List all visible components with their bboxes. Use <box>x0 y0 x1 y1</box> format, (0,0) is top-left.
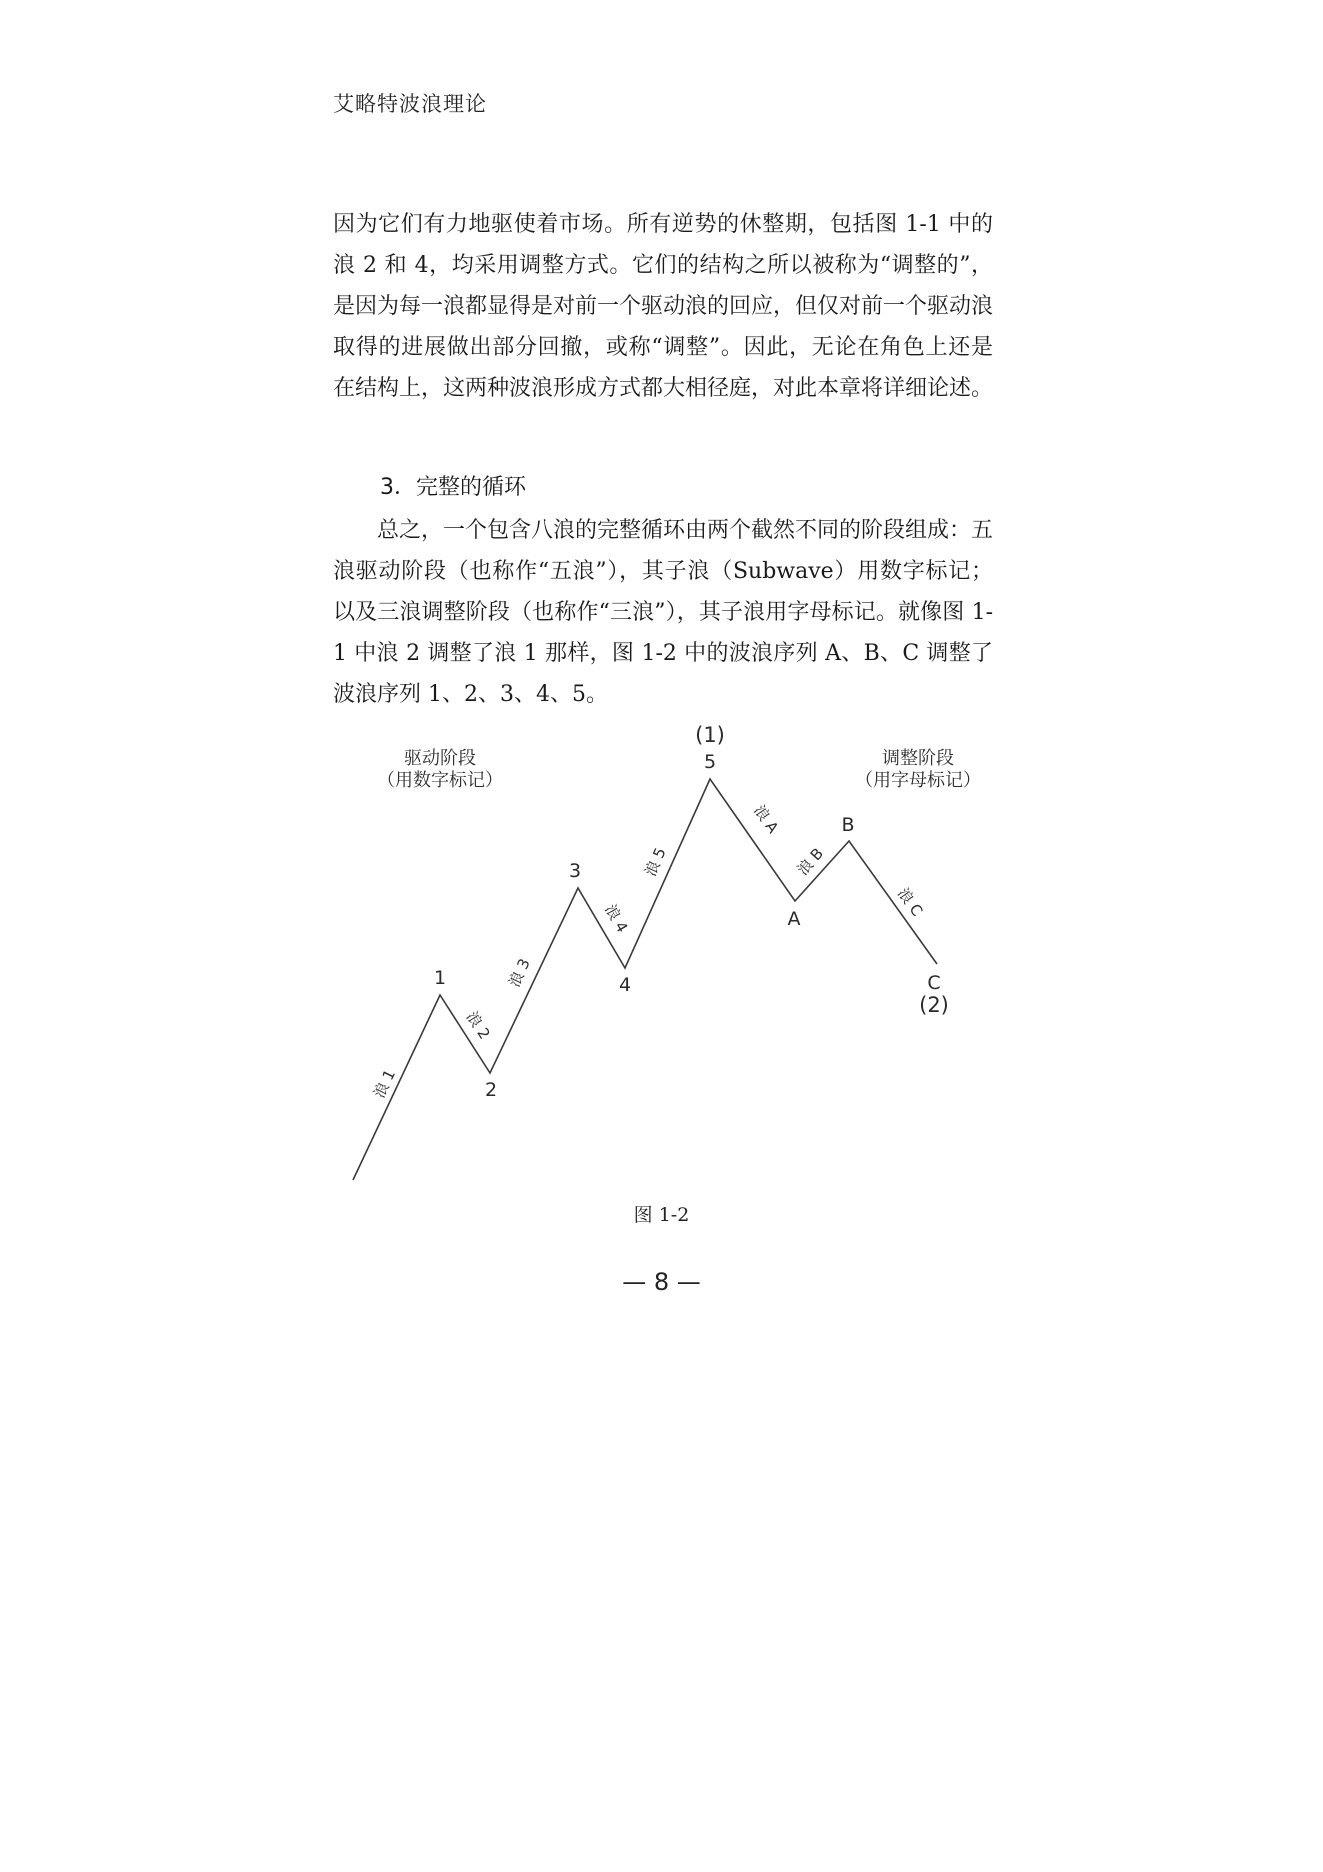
running-header-title: 艾略特波浪理论 <box>333 92 487 116</box>
point-label-2: 2 <box>484 1079 498 1101</box>
point-label-C: C <box>927 972 941 994</box>
corrective-phase-title: 调整阶段 <box>882 748 954 769</box>
wave-label-C: 浪 C <box>893 884 927 920</box>
motive-phase-title: 驱动阶段 <box>404 748 476 769</box>
elliott-wave-diagram <box>333 718 1013 1190</box>
point-label-C-degree: (2) <box>919 993 949 1017</box>
wave-label-A: 浪 A <box>750 801 783 837</box>
point-label-A: A <box>787 908 801 930</box>
motive-phase-subtitle: （用数字标记） <box>377 770 503 791</box>
wave-label-B: 浪 B <box>793 844 828 879</box>
body-paragraph-2: 总之，一个包含八浪的完整循环由两个截然不同的阶段组成：五浪驱动阶段（也称作“五浪”），其子浪（Subwave）用数字标记；以及三浪调整阶段（也称作“三浪”），其子浪用字母标记。就像图 1-1 中浪 2 调整了浪 1 那样，图 1-2 中的波浪序列 A、B、C 调整了波浪序列 1、2、3、4、5。 <box>333 518 994 707</box>
point-label-4: 4 <box>618 974 632 996</box>
page-number: — 8 — <box>622 1268 701 1296</box>
wave-label-5: 浪 5 <box>641 844 670 880</box>
point-label-B: B <box>841 814 855 836</box>
corrective-phase-subtitle: （用字母标记） <box>855 770 981 791</box>
wave-label-2: 浪 2 <box>462 1008 494 1043</box>
point-label-5-degree: (1) <box>695 723 725 747</box>
point-label-1: 1 <box>433 967 447 989</box>
section-heading: 3．完整的循环 <box>380 475 526 500</box>
wave-label-4: 浪 4 <box>601 901 632 936</box>
wave-label-3: 浪 3 <box>505 955 534 990</box>
point-label-3: 3 <box>568 860 582 882</box>
body-paragraph-1: 因为它们有力地驱使着市场。所有逆势的休整期，包括图 1-1 中的浪 2 和 4，均采用调整方式。它们的结构之所以被称为“调整的”，是因为每一浪都显得是对前一个驱动浪的回应，但仅对前一个驱动浪取得的进展做出部分回撤，或称“调整”。因此，无论在角色上还是在结构上，这两种波浪形成方式都大相径庭，对此本章将详细论述。 <box>333 212 994 401</box>
elliott-wave-figure <box>333 718 1013 1190</box>
figure-caption: 图 1-2 <box>633 1204 690 1226</box>
wave-label-1: 浪 1 <box>369 1066 400 1101</box>
point-label-5: 5 <box>703 751 717 773</box>
